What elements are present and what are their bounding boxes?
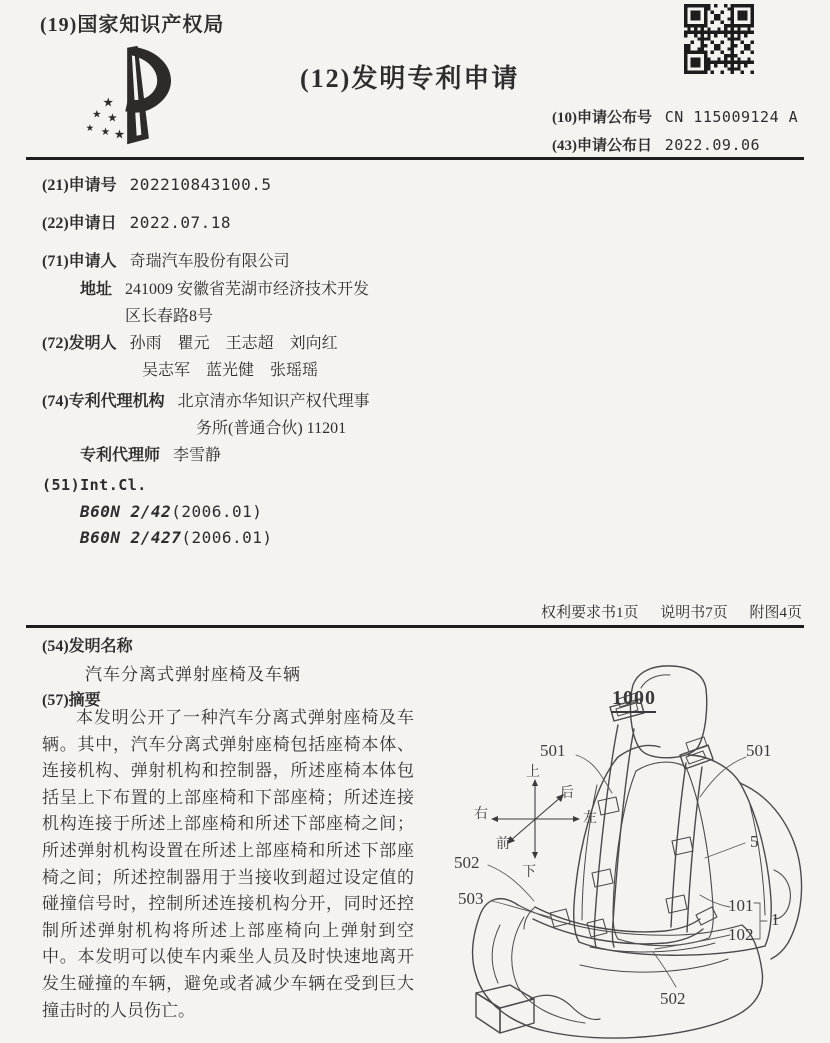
svg-text:★: ★ xyxy=(85,123,95,134)
publication-number-value: CN 115009124 A xyxy=(664,108,799,126)
agent-row xyxy=(80,442,221,465)
address-label: 地址 xyxy=(80,281,113,298)
callout-503: 503 xyxy=(458,889,484,908)
intcl-edition-1: (2006.01) xyxy=(171,502,263,521)
intcl-entry-1 xyxy=(80,502,262,522)
application-number-row xyxy=(42,172,272,195)
filing-date-value: 2022.07.18 xyxy=(129,213,231,232)
axis-back-label: 后 xyxy=(560,786,574,801)
title-section-label: (54)发明名称 xyxy=(42,638,133,655)
abstract-text: 本发明公开了一种汽车分离式弹射座椅及车辆。其中，汽车分离式弹射座椅包括座椅本体、连接机构、弹射机构和控制器，所述座椅本体包括呈上下布置的上部座椅和下部座椅；所述连接机构连接于所述上部座椅和所述下部座椅之间；所述弹射机构设置在所述上部座椅和所述下部座椅之间；所述控制器用于当接收到超过设定值的碰撞信号时，控制所述连接机构分开，同时还控制所述弹射机构将所述上部座椅向上弹射到空中。本发明可以使车内乘坐人员及时快速地离开发生碰撞的车辆，避免或者减少车辆在受到巨大撞击时的人员伤亡。 xyxy=(42,708,414,1020)
callout-501-right: 501 xyxy=(746,741,772,760)
callout-5: 5 xyxy=(750,832,759,851)
address-line2: 区长春路8号 xyxy=(125,308,214,325)
intcl-code-2: B60N 2/427 xyxy=(80,528,182,547)
agency-row2 xyxy=(196,415,346,438)
pages-info xyxy=(523,601,802,622)
patent-figure xyxy=(440,655,830,1043)
applicant-value: 奇瑞汽车股份有限公司 xyxy=(129,253,290,270)
axis-right-label: 右 xyxy=(474,807,488,822)
document-type-title: (12)发明专利申请 xyxy=(300,64,520,93)
agent-label: 专利代理师 xyxy=(80,447,161,464)
inventors-line2: 吴志军 蓝光健 张瑶瑶 xyxy=(142,362,319,379)
intcl-entry-2 xyxy=(80,528,273,548)
axis-down-label: 下 xyxy=(522,865,536,880)
description-pages: 说明书7页 xyxy=(660,605,728,621)
body-divider xyxy=(26,625,804,628)
agency-line2: 务所(普通合伙) 11201 xyxy=(196,420,347,437)
agency-label: (74)专利代理机构 xyxy=(42,393,165,410)
intcl-row xyxy=(42,476,147,495)
callout-502-lower: 502 xyxy=(660,989,686,1008)
agency-row xyxy=(42,388,370,411)
abstract-section-label: (57)摘要 xyxy=(42,692,101,709)
cnipa-logo-icon xyxy=(78,44,182,148)
filing-date-label: (22)申请日 xyxy=(42,215,117,232)
svg-text:★: ★ xyxy=(102,95,114,110)
claims-pages: 权利要求书1页 xyxy=(540,605,639,621)
agency-line1: 北京清亦华知识产权代理事 xyxy=(177,393,370,410)
application-number-value: 202210843100.5 xyxy=(129,175,272,194)
publication-number-row xyxy=(552,106,798,127)
applicant-label: (71)申请人 xyxy=(42,253,117,270)
inventors-row xyxy=(42,330,338,353)
svg-text:★: ★ xyxy=(107,112,118,125)
application-number-label: (21)申请号 xyxy=(42,177,117,194)
address-line1: 241009 安徽省芜湖市经济技术开发 xyxy=(125,281,370,298)
filing-date-row xyxy=(42,210,231,233)
patent-office-name: (19)国家知识产权局 xyxy=(40,14,225,36)
applicant-row xyxy=(42,248,290,271)
axis-front-label: 前 xyxy=(496,837,510,852)
publication-date-label: (43)申请公布日 xyxy=(552,138,652,154)
publication-date-row xyxy=(552,134,760,155)
callout-102: 102 xyxy=(728,925,754,944)
applicant-address-row xyxy=(80,276,369,299)
figure-number: 1000 xyxy=(612,687,656,713)
svg-text:★: ★ xyxy=(92,109,102,121)
callout-1: 1 xyxy=(771,910,780,929)
intcl-edition-2: (2006.01) xyxy=(181,528,273,547)
callout-101: 101 xyxy=(728,896,754,915)
intcl-code-1: B60N 2/42 xyxy=(80,502,172,521)
callout-501-left: 501 xyxy=(540,741,566,760)
publication-number-label: (10)申请公布号 xyxy=(552,110,652,126)
intcl-label: (51)Int.Cl. xyxy=(42,476,147,494)
axis-up-label: 上 xyxy=(526,765,540,780)
svg-text:★: ★ xyxy=(100,126,111,138)
invention-title: 汽车分离式弹射座椅及车辆 xyxy=(85,665,301,684)
svg-text:★: ★ xyxy=(113,127,125,142)
qr-code-icon xyxy=(683,4,755,74)
header-divider xyxy=(26,157,804,160)
drawings-pages: 附图4页 xyxy=(749,605,802,621)
inventors-label: (72)发明人 xyxy=(42,335,117,352)
publication-date-value: 2022.09.06 xyxy=(664,136,761,154)
applicant-address-row2 xyxy=(125,303,213,326)
callout-502-upper: 502 xyxy=(454,853,480,872)
inventors-line1: 孙雨 瞿元 王志超 刘向红 xyxy=(129,335,338,352)
agent-value: 李雪静 xyxy=(173,447,222,464)
inventors-row2 xyxy=(142,357,318,380)
axis-left-label: 左 xyxy=(583,811,597,826)
